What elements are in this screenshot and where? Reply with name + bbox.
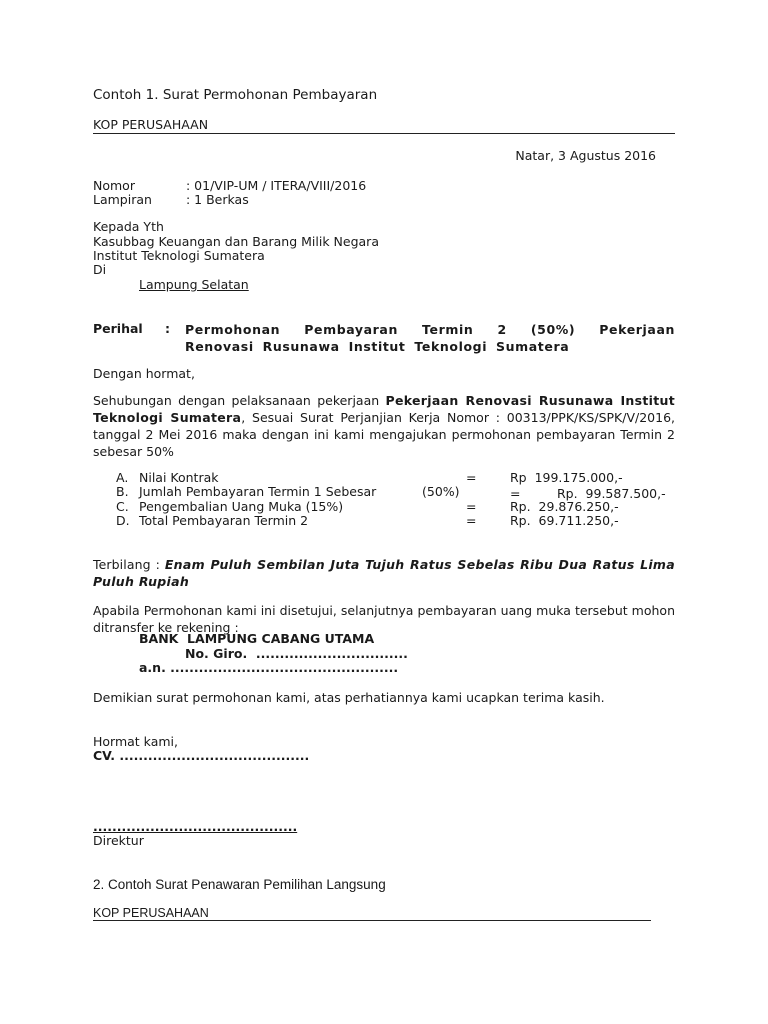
item-b-eq: = (510, 486, 521, 501)
item-c (116, 499, 343, 514)
item-d (116, 513, 308, 528)
terbilang-label: Terbilang : (93, 557, 165, 572)
signature-line: ........................................... (93, 819, 298, 834)
body-paragraph (93, 392, 675, 460)
nomor-value: : 01/VIP-UM / ITERA/VIII/2016 (186, 178, 367, 193)
lampiran-label: Lampiran (93, 192, 152, 207)
item-b-letter: B. (116, 484, 129, 499)
letter2-kop-header: KOP PERUSAHAAN (93, 906, 651, 921)
item-d-amount: Rp. 69.711.250,- (510, 513, 619, 528)
letter1-heading: Contoh 1. Surat Permohonan Pembayaran (93, 87, 378, 103)
transfer-paragraph: Apabila Permohonan kami ini disetujui, selanjutnya pembayaran uang muka tersebut mohon ditransfer ke rekening : (93, 603, 675, 635)
item-c-letter: C. (116, 499, 129, 514)
item-a-amount: Rp 199.175.000,- (510, 470, 623, 485)
lampiran-value: : 1 Berkas (186, 192, 249, 207)
bank-name: BANK LAMPUNG CABANG UTAMA (139, 631, 375, 646)
item-c-amount: Rp. 29.876.250,- (510, 499, 619, 514)
address-line-4: Di (93, 262, 107, 277)
perihal-colon: : (165, 321, 170, 336)
nomor-label: Nomor (93, 178, 135, 193)
perihal-label: Perihal (93, 321, 143, 336)
signatory-title: Direktur (93, 833, 144, 848)
item-a-eq: = (466, 470, 477, 485)
perihal-text: Permohonan Pembayaran Termin 2 (50%) Pekerjaan Renovasi Rusunawa Institut Teknologi Sumatera (185, 322, 675, 354)
body-rest: , Sesuai Surat Perjanjian Kerja Nomor : 00313/PPK/KS/SPK/V/2016, tanggal 2 Mei 2016 maka dengan ini kami mengajukan permohonan pembayaran Termin 2 sebesar 50% (93, 410, 676, 459)
giro-number: No. Giro. ................................ (185, 646, 408, 661)
lampiran-row (93, 192, 249, 207)
nomor-row (93, 178, 366, 193)
terbilang-value: Enam Puluh Sembilan Juta Tujuh Ratus Sebelas Ribu Dua Ratus Lima Puluh Rupiah (93, 557, 675, 589)
item-b-amount: Rp. 99.587.500,- (557, 486, 666, 501)
item-a-letter: A. (116, 470, 129, 485)
account-holder: a.n. ................................................ (139, 660, 399, 675)
address-line-2: Kasubbag Keuangan dan Barang Milik Negara (93, 234, 379, 249)
address-line-3: Institut Teknologi Sumatera (93, 248, 265, 263)
item-c-eq: = (466, 499, 477, 514)
terbilang-paragraph (93, 556, 675, 590)
closing-sentence: Demikian surat permohonan kami, atas perhatiannya kami ucapkan terima kasih. (93, 690, 605, 705)
address-line-1: Kepada Yth (93, 219, 164, 234)
item-d-eq: = (466, 513, 477, 528)
company-name: CV. ........................................ (93, 748, 310, 763)
item-a (116, 470, 219, 485)
letter1-kop-header: KOP PERUSAHAAN (93, 117, 675, 134)
item-d-label: Total Pembayaran Termin 2 (139, 513, 309, 528)
project-name: Pekerjaan Renovasi Rusunawa Institut Teknologi Sumatera (93, 393, 675, 425)
item-b-label: Jumlah Pembayaran Termin 1 Sebesar (139, 484, 377, 499)
item-d-letter: D. (116, 513, 130, 528)
item-b-percent: (50%) (422, 484, 460, 499)
regards: Hormat kami, (93, 734, 178, 749)
address-city: Lampung Selatan (139, 277, 249, 292)
salutation: Dengan hormat, (93, 366, 195, 381)
letter2-heading: 2. Contoh Surat Penawaran Pemilihan Langsung (93, 877, 386, 892)
item-b (116, 484, 376, 499)
body-intro: Sehubungan dengan pelaksanaan pekerjaan (93, 393, 386, 408)
letter-date: Natar, 3 Agustus 2016 (515, 148, 656, 163)
item-c-label: Pengembalian Uang Muka (15%) (139, 499, 344, 514)
item-a-label: Nilai Kontrak (139, 470, 219, 485)
